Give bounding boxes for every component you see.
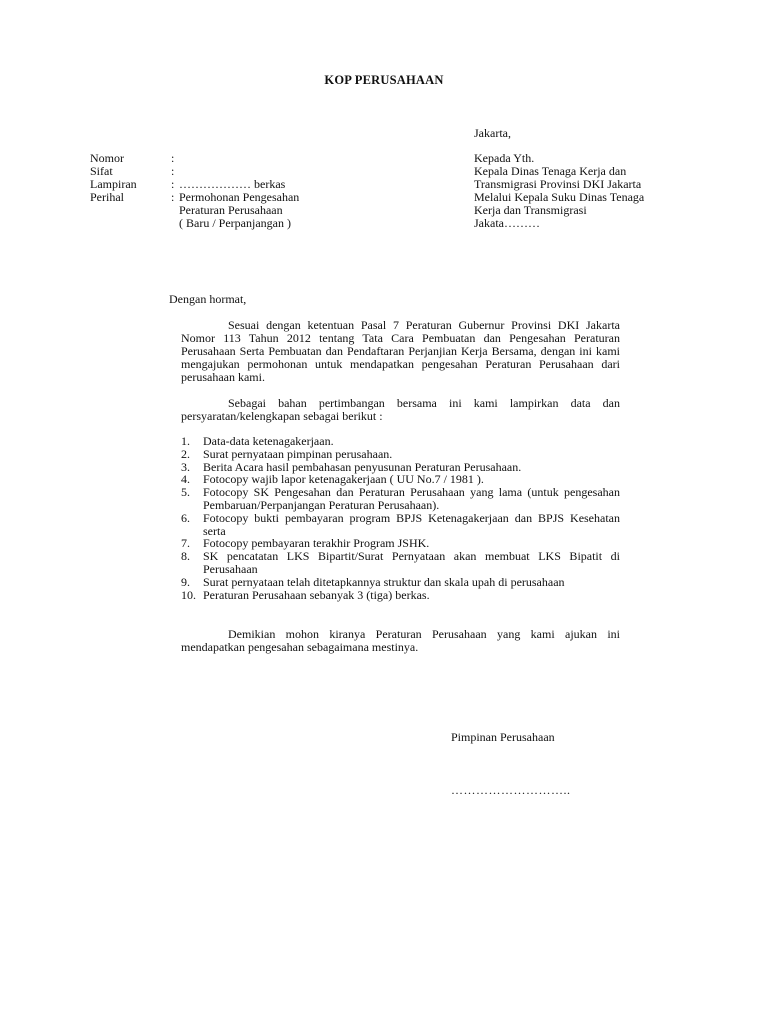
list-item-number: 6. — [181, 510, 190, 525]
list-item — [181, 435, 620, 448]
paragraph-text: Demikian mohon kiranya Peraturan Perusahaan yang kami ajukan ini mendapatkan pengesahan sebagaimana mestinya. — [181, 627, 620, 654]
recipient-line: Kepada Yth. — [474, 151, 535, 165]
date-line: Jakarta, — [474, 126, 511, 140]
field-label: Perihal — [90, 190, 124, 204]
list-item-text: Fotocopy pembayaran terakhir Program JSHK. — [203, 536, 430, 551]
field-colon: : — [171, 164, 175, 178]
recipient-line: Melalui Kepala Suku Dinas Tenaga — [474, 190, 645, 204]
recipient-line: Kepala Dinas Tenaga Kerja dan — [474, 164, 627, 178]
list-item-number: 8. — [181, 549, 190, 564]
list-item-text: Surat pernyataan telah ditetapkannya struktur dan skala upah di perusahaan — [203, 574, 565, 589]
list-item — [181, 448, 620, 461]
salutation: Dengan hormat, — [169, 292, 247, 306]
list-item — [181, 576, 620, 589]
list-item-number: 9. — [181, 574, 190, 589]
field-colon: : — [171, 151, 175, 165]
list-item-number: 2. — [181, 446, 190, 461]
list-item — [181, 512, 620, 538]
field-value: ……………… berkas — [179, 177, 286, 191]
body-paragraph-1 — [181, 319, 620, 384]
field-label: Lampiran — [90, 177, 137, 191]
list-item-number: 1. — [181, 434, 190, 448]
list-item-number: 10. — [181, 587, 196, 602]
field-colon: : — [171, 177, 175, 191]
field-label: Sifat — [90, 164, 113, 178]
field-value: Peraturan Perusahaan — [179, 203, 283, 217]
list-item — [181, 486, 620, 512]
list-item-number: 3. — [181, 459, 190, 474]
list-item-text: Berita Acara hasil pembahasan penyusunan Peraturan Perusahaan. — [203, 459, 522, 474]
recipient-line: Transmigrasi Provinsi DKI Jakarta — [474, 177, 642, 191]
list-item-text: Surat pernyataan pimpinan perusahaan. — [203, 446, 393, 461]
recipient-block — [474, 152, 644, 230]
list-item-text: Fotocopy wajib lapor ketenagakerjaan ( UU No.7 / 1981 ). — [203, 472, 484, 487]
signature-line: ……………………….. — [451, 783, 571, 797]
field-value: ( Baru / Perpanjangan ) — [179, 216, 291, 230]
recipient-line: Kerja dan Transmigrasi — [474, 203, 587, 217]
list-item-text: SK pencatatan LKS Bipartit/Surat Pernyataan akan membuat LKS Bipatit di Perusahaan — [203, 549, 620, 576]
field-colon: : — [171, 190, 175, 204]
list-item-text: Peraturan Perusahaan sebanyak 3 (tiga) berkas. — [203, 587, 430, 602]
body-paragraph-2 — [181, 397, 620, 423]
list-item — [181, 550, 620, 576]
list-item-number: 5. — [181, 485, 190, 500]
field-label: Nomor — [90, 151, 124, 165]
signer-title: Pimpinan Perusahaan — [451, 730, 555, 744]
list-item-text: Fotocopy SK Pengesahan dan Peraturan Perusahaan yang lama (untuk pengesahan Pembaruan/Perpanjangan Peraturan Perusahaan). — [203, 485, 620, 512]
list-item-text: Fotocopy bukti pembayaran program BPJS Ketenagakerjaan dan BPJS Kesehatan serta — [203, 510, 620, 538]
list-item-number: 4. — [181, 472, 190, 487]
field-value: Permohonan Pengesahan — [179, 190, 300, 204]
requirements-list — [181, 435, 620, 601]
paragraph-text: Sebagai bahan pertimbangan bersama ini kami lampirkan data dan persyaratan/kelengkapan sebagai berikut : — [181, 396, 620, 423]
body-paragraph-3 — [181, 628, 620, 654]
list-item — [181, 589, 620, 602]
list-item-text: Data-data ketenagakerjaan. — [203, 434, 334, 448]
list-item-number: 7. — [181, 536, 190, 551]
paragraph-text: Sesuai dengan ketentuan Pasal 7 Peraturan Gubernur Provinsi DKI Jakarta Nomor 113 Tahun 2012 tentang Tata Cara Pembuatan dan Pengesahan Peraturan Perusahaan Serta Pembuatan dan Pendaftaran Perjanjian Kerja Bersama, dengan ini kami mengajukan permohonan untuk mendapatkan pengesahan Peraturan Perusahaan dari perusahaan kami. — [181, 318, 620, 384]
recipient-line: Jakata……… — [474, 216, 540, 230]
letterhead-title: KOP PERUSAHAAN — [324, 73, 444, 87]
